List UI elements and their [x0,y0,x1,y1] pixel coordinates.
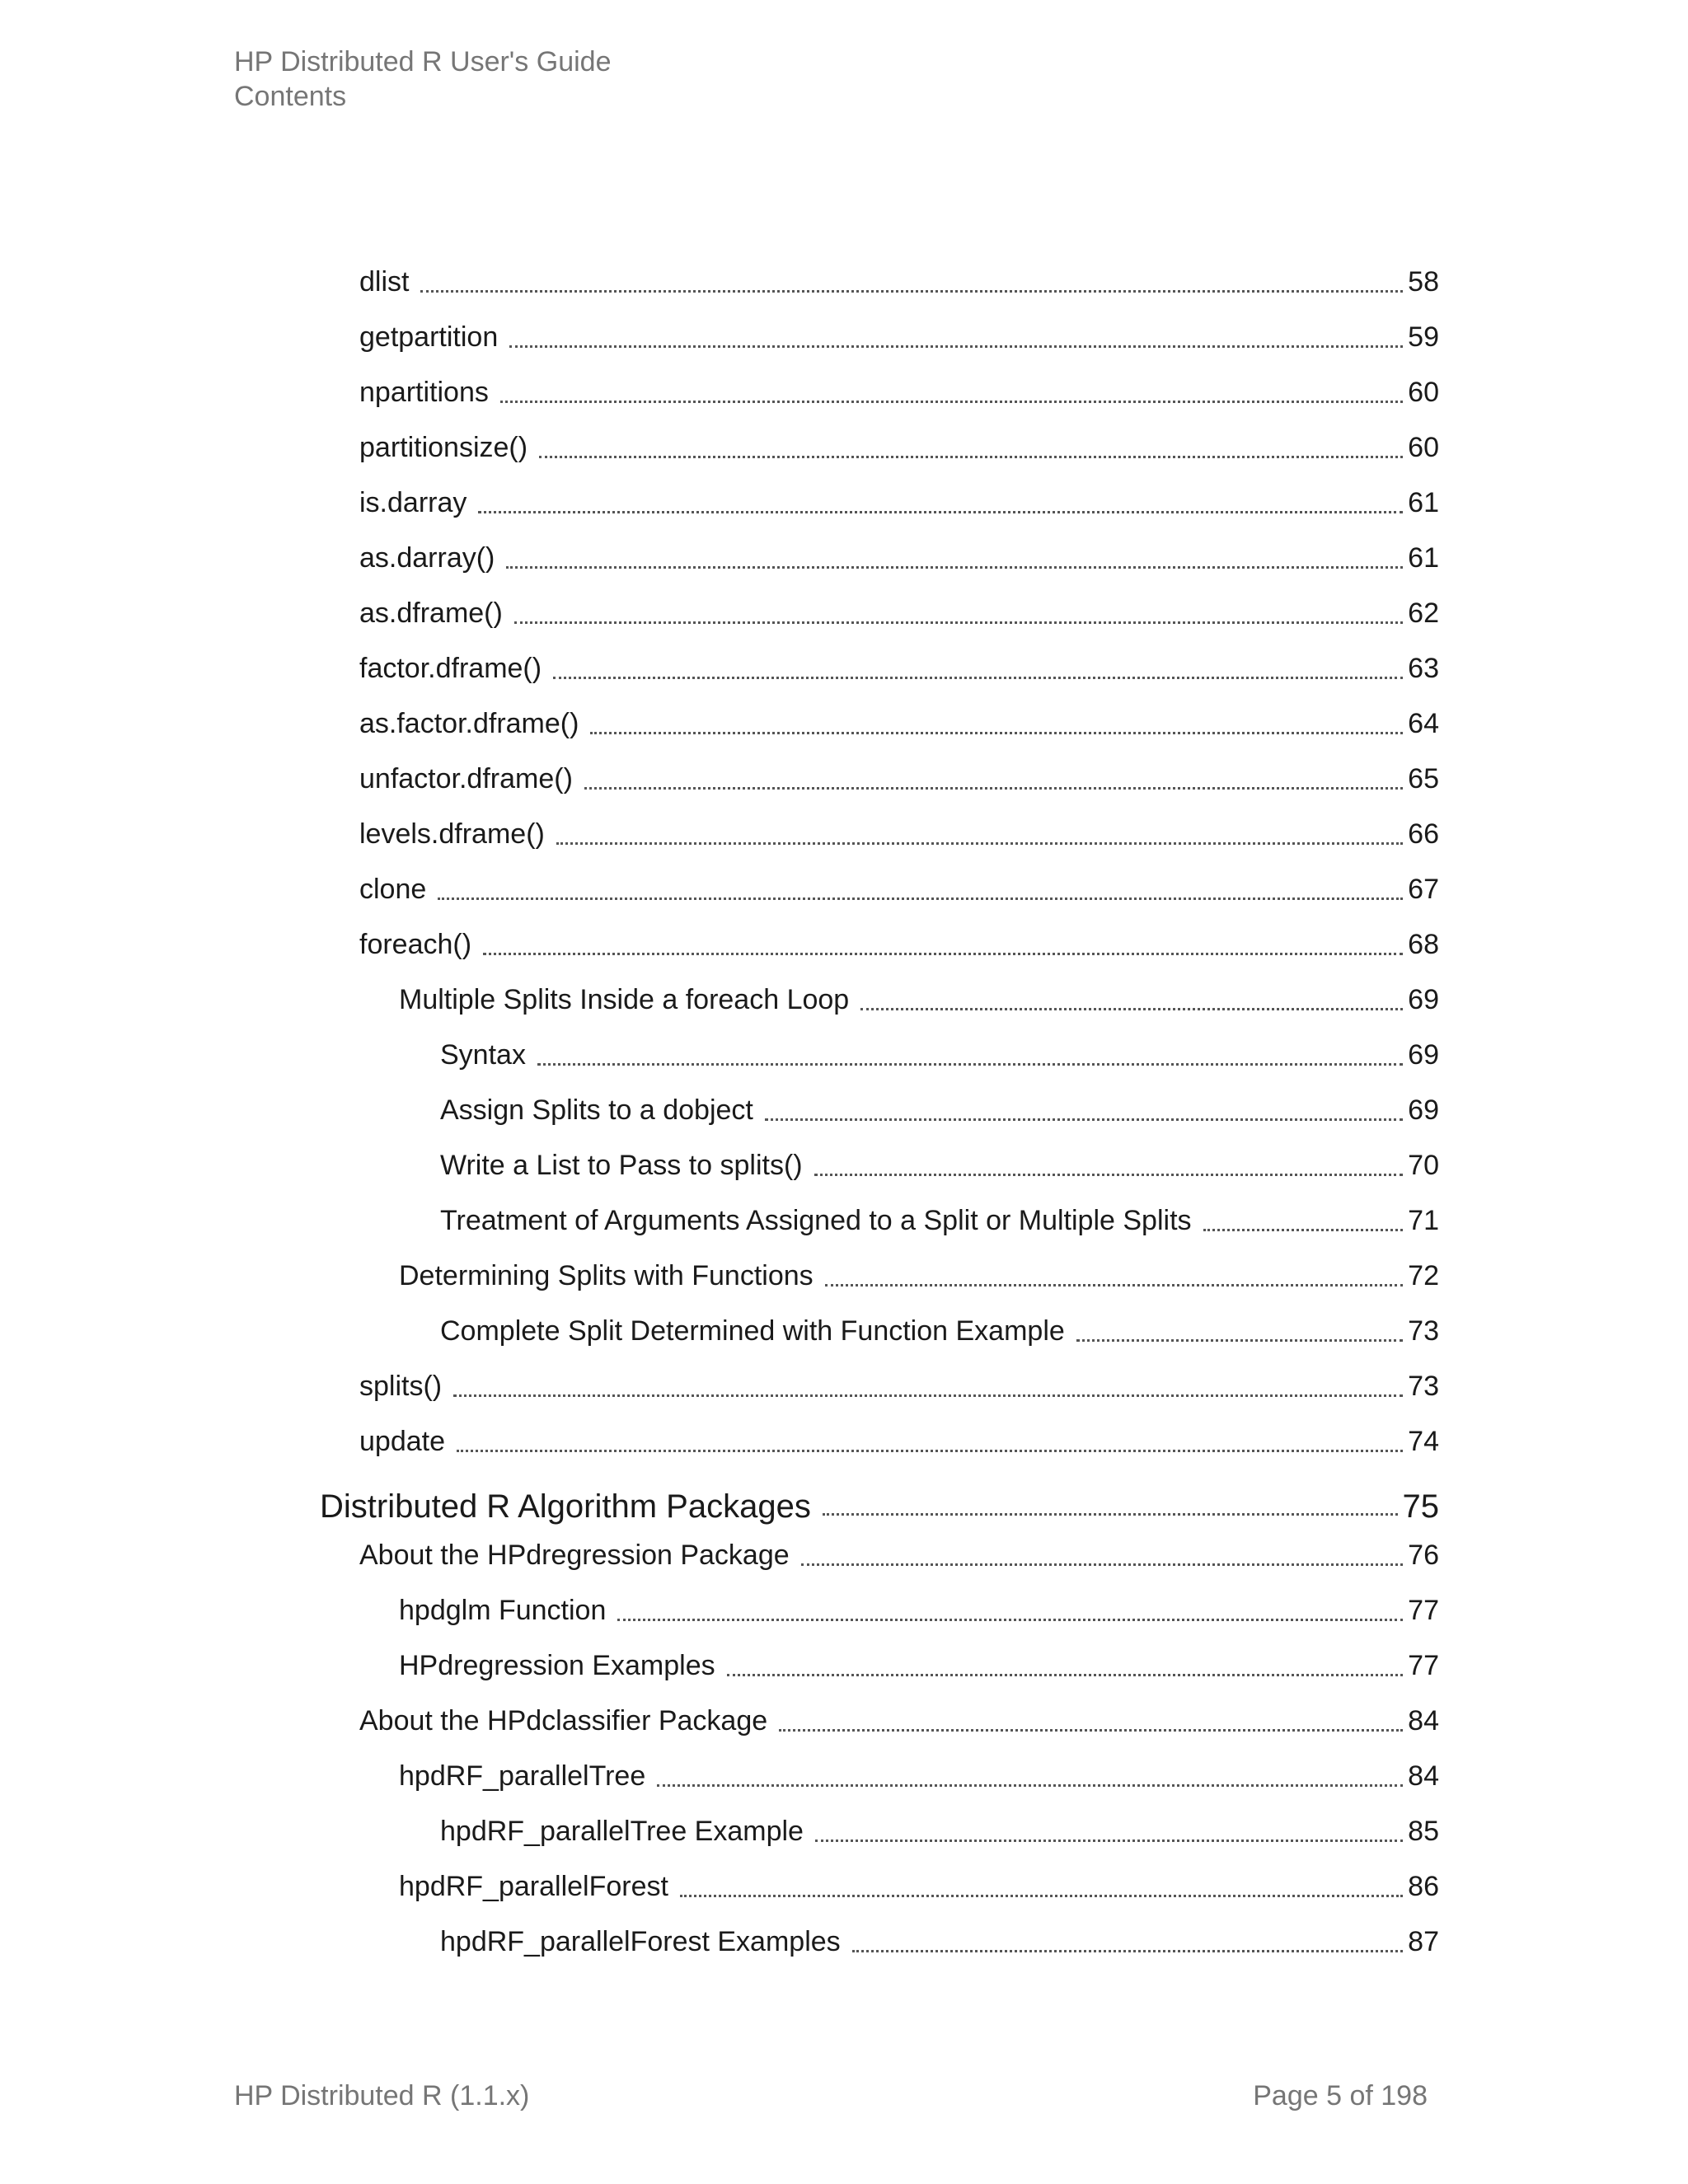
toc-entry[interactable] [440,1198,1439,1238]
toc-entry-page-number: 67 [1408,874,1439,905]
toc-entry-label: Syntax [440,1039,526,1071]
toc-dot-leader [814,1174,1404,1176]
toc-dot-leader [823,1513,1398,1516]
toc-dot-leader [539,456,1403,458]
toc-entry-label: hpdRF_parallelForest Examples [440,1926,841,1957]
toc-dot-leader [617,1619,1403,1621]
toc-dot-leader [509,345,1403,348]
toc-entry-label: Treatment of Arguments Assigned to a Split or Multiple Splits [440,1205,1192,1236]
toc-entry-page-number: 60 [1408,377,1439,408]
toc-entry[interactable] [440,1309,1439,1348]
toc-dot-leader [779,1729,1403,1732]
toc-entry-label: partitionsize() [359,432,528,463]
toc-dot-leader [553,677,1403,679]
toc-entry[interactable] [359,757,1439,796]
toc-entry-page-number: 68 [1408,929,1439,960]
toc-dot-leader [825,1284,1404,1286]
toc-entry-page-number: 65 [1408,763,1439,794]
toc-entry-page-number: 61 [1408,487,1439,518]
toc-entry[interactable] [359,260,1439,299]
toc-entry-label: as.dframe() [359,598,503,629]
toc-entry-label: Distributed R Algorithm Packages [320,1488,811,1525]
toc-entry[interactable] [399,977,1439,1017]
toc-dot-leader [506,566,1403,569]
toc-entry[interactable] [440,1919,1439,1959]
toc-entry[interactable] [440,1033,1439,1072]
toc-dot-leader [727,1674,1404,1676]
toc-entry-label: Write a List to Pass to splits() [440,1150,803,1181]
toc-entry[interactable] [359,315,1439,354]
toc-dot-leader [590,732,1403,734]
toc-entry-page-number: 69 [1408,984,1439,1015]
toc-entry[interactable] [359,425,1439,465]
toc-dot-leader [438,898,1403,900]
toc-entry-label: hpdRF_parallelForest [399,1871,668,1902]
toc-dot-leader [584,787,1403,790]
toc-dot-leader [514,621,1403,624]
toc-entry-label: hpdRF_parallelTree [399,1760,646,1792]
toc-entry-label: Multiple Splits Inside a foreach Loop [399,984,850,1015]
toc-entry-page-number: 58 [1408,266,1439,298]
toc-entry[interactable] [359,812,1439,851]
toc-entry-page-number: 69 [1408,1039,1439,1071]
toc-entry-page-number: 86 [1408,1871,1439,1902]
toc-dot-leader [483,953,1403,955]
toc-entry-page-number: 87 [1408,1926,1439,1957]
toc-entry-page-number: 75 [1402,1488,1439,1525]
toc-dot-leader [457,1450,1403,1452]
toc-dot-leader [860,1008,1403,1010]
toc-entry[interactable] [359,922,1439,962]
toc-entry[interactable] [359,1419,1439,1459]
toc-entry-page-number: 63 [1408,653,1439,684]
toc-dot-leader [556,842,1403,845]
running-header-section: Contents [234,81,347,112]
toc-dot-leader [815,1840,1403,1842]
toc-entry[interactable] [359,1699,1439,1738]
toc-entry-label: npartitions [359,377,489,408]
toc-entry-label: levels.dframe() [359,818,545,850]
toc-entry-page-number: 59 [1408,321,1439,353]
toc-entry-label: About the HPdclassifier Package [359,1705,768,1736]
toc-entry-label: factor.dframe() [359,653,542,684]
toc-entry-label: getpartition [359,321,499,353]
toc-entry-label: clone [359,874,427,905]
toc-entry-label: hpdRF_parallelTree Example [440,1816,804,1847]
toc-dot-leader [537,1063,1403,1066]
toc-entry[interactable] [359,370,1439,410]
toc-entry-label: Complete Split Determined with Function Example [440,1315,1065,1347]
toc-entry-label: as.factor.dframe() [359,708,579,739]
toc-dot-leader [680,1895,1403,1897]
toc-entry[interactable] [440,1088,1439,1127]
toc-entry[interactable] [399,1254,1439,1293]
toc-entry-page-number: 84 [1408,1705,1439,1736]
toc-dot-leader [1203,1229,1404,1231]
toc-entry-page-number: 70 [1408,1150,1439,1181]
toc-chapter-entry[interactable] [320,1478,1439,1524]
toc-dot-leader [453,1394,1403,1397]
footer-product: HP Distributed R (1.1.x) [234,2080,530,2111]
toc-entry-page-number: 76 [1408,1540,1439,1571]
toc-entry[interactable] [399,1754,1439,1793]
toc-entry-page-number: 85 [1408,1816,1439,1847]
toc-dot-leader [478,511,1403,513]
toc-entry-label: as.darray() [359,542,495,574]
toc-entry-page-number: 71 [1408,1205,1439,1236]
toc-entry-page-number: 69 [1408,1094,1439,1126]
toc-dot-leader [420,290,1403,293]
toc-entry-page-number: 62 [1408,598,1439,629]
toc-entry[interactable] [440,1143,1439,1183]
toc-entry[interactable] [359,867,1439,907]
toc-entry-page-number: 64 [1408,708,1439,739]
toc-entry-label: hpdglm Function [399,1595,607,1626]
toc-entry[interactable] [359,646,1439,686]
toc-entry-label: dlist [359,266,410,298]
toc-entry-page-number: 60 [1408,432,1439,463]
toc-entry-label: Determining Splits with Functions [399,1260,814,1291]
toc-entry-page-number: 77 [1408,1595,1439,1626]
toc-entry[interactable] [359,1364,1439,1404]
toc-entry-label: foreach() [359,929,472,960]
toc-entry-page-number: 84 [1408,1760,1439,1792]
toc-dot-leader [765,1118,1403,1121]
toc-dot-leader [1076,1339,1403,1342]
toc-dot-leader [852,1950,1404,1952]
running-header-title: HP Distributed R User's Guide [234,46,612,77]
toc-dot-leader [801,1563,1404,1566]
toc-entry-label: update [359,1426,445,1457]
toc-entry[interactable] [359,701,1439,741]
toc-entry[interactable] [399,1588,1439,1628]
toc-entry[interactable] [359,591,1439,630]
toc-entry-label: Assign Splits to a dobject [440,1094,753,1126]
toc-entry-label: splits() [359,1371,443,1402]
toc-entry-label: unfactor.dframe() [359,763,573,794]
toc-entry-page-number: 77 [1408,1650,1439,1681]
toc-entry[interactable] [359,536,1439,575]
toc-entry[interactable] [399,1864,1439,1904]
toc-entry-page-number: 61 [1408,542,1439,574]
toc-entry[interactable] [399,1643,1439,1683]
toc-entry[interactable] [440,1809,1439,1849]
toc-dot-leader [657,1784,1403,1787]
toc-dot-leader [500,401,1403,403]
toc-entry-page-number: 74 [1408,1426,1439,1457]
toc-entry-label: About the HPdregression Package [359,1540,790,1571]
toc-entry-page-number: 66 [1408,818,1439,850]
footer-page-info: Page 5 of 198 [1253,2080,1428,2111]
toc-entry[interactable] [359,480,1439,520]
toc-entry-page-number: 72 [1408,1260,1439,1291]
toc-entry-label: is.darray [359,487,467,518]
toc-entry-label: HPdregression Examples [399,1650,715,1681]
toc-entry[interactable] [359,1533,1439,1572]
toc-entry-page-number: 73 [1408,1315,1439,1347]
toc-entry-page-number: 73 [1408,1371,1439,1402]
